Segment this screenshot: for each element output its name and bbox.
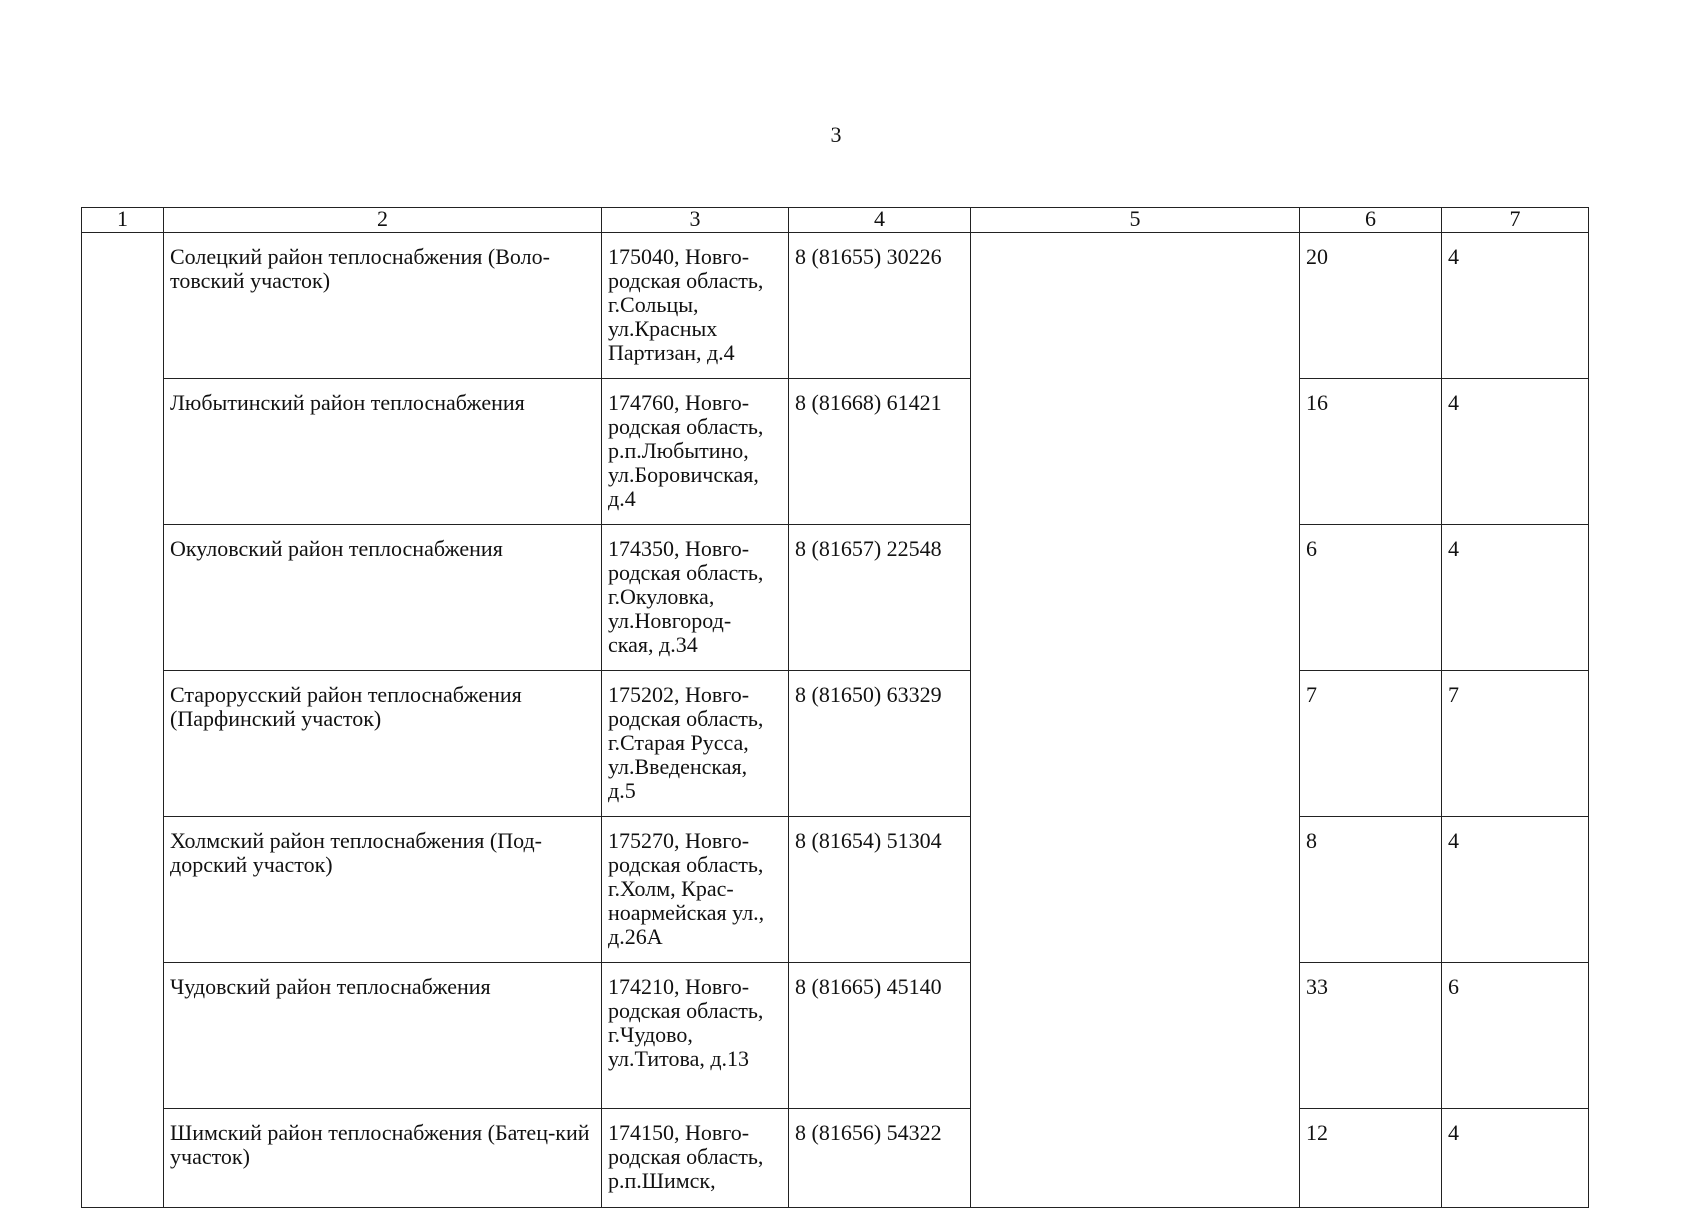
address-line: р.п.Любытино, — [608, 438, 749, 463]
address-line: Партизан, д.4 — [608, 340, 735, 365]
address-line: д.26А — [608, 924, 663, 949]
district-name-cell: Чудовский район теплоснабжения — [164, 963, 602, 1109]
col-6-value: 33 — [1300, 963, 1442, 1109]
address-line: 174150, Новго- — [608, 1120, 750, 1145]
address-line: родская область, — [608, 268, 764, 293]
address-line: г.Старая Русса, — [608, 730, 749, 755]
col-6-value: 6 — [1300, 525, 1442, 671]
phone-cell: 8 (81654) 51304 — [789, 817, 971, 963]
col-6-value: 12 — [1300, 1109, 1442, 1208]
address-line: родская область, — [608, 414, 764, 439]
col-7-value: 4 — [1442, 379, 1589, 525]
address-cell — [602, 817, 789, 963]
col-6-value: 20 — [1300, 233, 1442, 379]
address-line: 175040, Новго- — [608, 244, 750, 269]
address-line: г.Окуловка, — [608, 584, 715, 609]
table-row — [82, 379, 1589, 525]
district-name-cell: Солецкий район теплоснабжения (Воло-товский участок) — [164, 233, 602, 379]
col-7-value: 4 — [1442, 1109, 1589, 1208]
address-line: родская область, — [608, 998, 764, 1023]
address-line: г.Чудово, — [608, 1022, 693, 1047]
header-col-6: 6 — [1300, 208, 1442, 233]
address-line: родская область, — [608, 1144, 764, 1169]
address-line: ул.Титова, д.13 — [608, 1046, 750, 1071]
address-line: родская область, — [608, 852, 764, 877]
district-name-cell: Любытинский район теплоснабжения — [164, 379, 602, 525]
table-row — [82, 963, 1589, 1109]
address-cell — [602, 963, 789, 1109]
address-line: ул.Введенская, — [608, 754, 748, 779]
address-line: д.4 — [608, 486, 636, 511]
col-7-value: 7 — [1442, 671, 1589, 817]
address-line: ская, д.34 — [608, 632, 698, 657]
address-line: г.Холм, Крас- — [608, 876, 734, 901]
address-cell — [602, 671, 789, 817]
district-name-cell: Шимский район теплоснабжения (Батец-кий участок) — [164, 1109, 602, 1208]
address-line: ул.Новгород- — [608, 608, 732, 633]
header-col-2: 2 — [164, 208, 602, 233]
address-line: 175270, Новго- — [608, 828, 750, 853]
col-6-value: 8 — [1300, 817, 1442, 963]
address-cell — [602, 525, 789, 671]
district-name-cell: Окуловский район теплоснабжения — [164, 525, 602, 671]
col-6-value: 7 — [1300, 671, 1442, 817]
address-line: 174760, Новго- — [608, 390, 750, 415]
table-row — [82, 233, 1589, 379]
phone-cell: 8 (81665) 45140 — [789, 963, 971, 1109]
merged-col-5-cell — [971, 233, 1300, 1208]
phone-cell: 8 (81657) 22548 — [789, 525, 971, 671]
phone-cell: 8 (81668) 61421 — [789, 379, 971, 525]
table-header-row — [82, 208, 1589, 233]
header-col-1: 1 — [82, 208, 164, 233]
heat-supply-table — [81, 207, 1589, 1208]
district-name-cell: Холмский район теплоснабжения (Под-дорский участок) — [164, 817, 602, 963]
address-line: родская область, — [608, 706, 764, 731]
address-line: родская область, — [608, 560, 764, 585]
table-row — [82, 817, 1589, 963]
address-cell — [602, 379, 789, 525]
address-line: д.5 — [608, 778, 636, 803]
col-7-value: 4 — [1442, 525, 1589, 671]
address-line: р.п.Шимск, — [608, 1168, 716, 1193]
address-line: ноармейская ул., — [608, 900, 765, 925]
col-7-value: 4 — [1442, 233, 1589, 379]
address-line: 175202, Новго- — [608, 682, 750, 707]
col-7-value: 4 — [1442, 817, 1589, 963]
table-row — [82, 525, 1589, 671]
district-name-cell: Старорусский район теплоснабжения (Парфинский участок) — [164, 671, 602, 817]
phone-cell: 8 (81655) 30226 — [789, 233, 971, 379]
table-row — [82, 671, 1589, 817]
address-cell — [602, 1109, 789, 1208]
address-cell — [602, 233, 789, 379]
table-row — [82, 1109, 1589, 1208]
col-6-value: 16 — [1300, 379, 1442, 525]
address-line: ул.Красных — [608, 316, 718, 341]
phone-cell: 8 (81650) 63329 — [789, 671, 971, 817]
header-col-3: 3 — [602, 208, 789, 233]
address-line: 174350, Новго- — [608, 536, 750, 561]
col-7-value: 6 — [1442, 963, 1589, 1109]
address-line: 174210, Новго- — [608, 974, 750, 999]
address-line: ул.Боровичская, — [608, 462, 759, 487]
header-col-4: 4 — [789, 208, 971, 233]
phone-cell: 8 (81656) 54322 — [789, 1109, 971, 1208]
page-number: 3 — [830, 122, 842, 147]
header-col-7: 7 — [1442, 208, 1589, 233]
header-col-5: 5 — [971, 208, 1300, 233]
merged-col-1-cell — [82, 233, 164, 1208]
address-line: г.Сольцы, — [608, 292, 699, 317]
